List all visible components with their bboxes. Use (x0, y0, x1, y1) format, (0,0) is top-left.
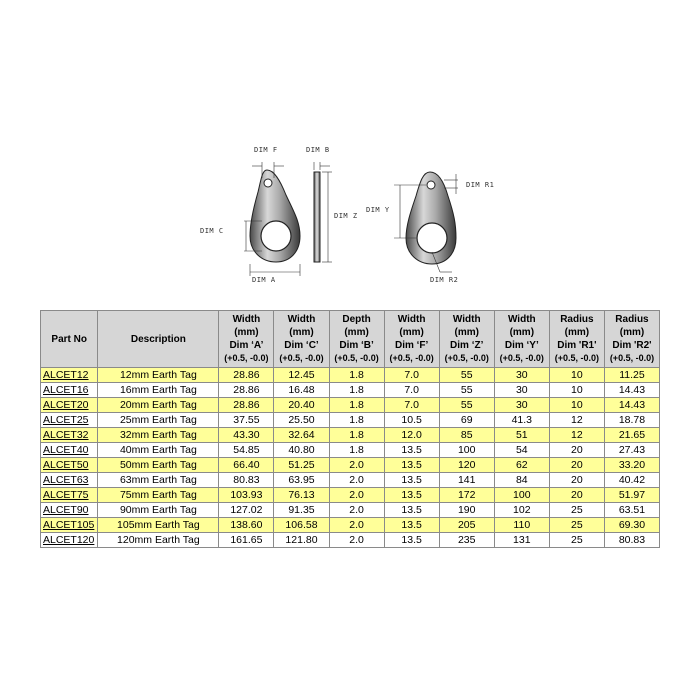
dim-r2-label: DIM R2 (430, 276, 459, 284)
description-cell: 90mm Earth Tag (98, 503, 219, 518)
dim-a-cell: 28.86 (219, 368, 274, 383)
header-dim-r2 (604, 311, 659, 368)
dim-r2-cell: 21.65 (604, 428, 659, 443)
header-line: Width (452, 314, 481, 325)
header-line: Dim ‘F’ (394, 340, 429, 351)
dim-z-cell: 141 (439, 473, 494, 488)
dim-a-cell: 54.85 (219, 443, 274, 458)
dim-f-cell: 13.5 (384, 458, 439, 473)
dim-a-cell: 161.65 (219, 533, 274, 548)
dim-a-label: DIM A (252, 276, 276, 284)
dim-y-cell: 131 (494, 533, 549, 548)
header-dim-f (384, 311, 439, 368)
dim-z-cell: 100 (439, 443, 494, 458)
header-line: Dim 'R2' (612, 340, 652, 351)
dim-z-cell: 190 (439, 503, 494, 518)
header-dim-c (274, 311, 329, 368)
part-number-link[interactable]: ALCET50 (41, 458, 98, 473)
dim-y-cell: 54 (494, 443, 549, 458)
header-line: Dim ‘Z’ (450, 340, 484, 351)
dim-b-cell: 2.0 (329, 473, 384, 488)
dim-z-cell: 235 (439, 533, 494, 548)
dim-y-cell: 30 (494, 398, 549, 413)
header-tolerance: (+0.5, -0.0) (389, 353, 434, 363)
dim-z-label: DIM Z (334, 212, 358, 220)
tag-side-view (306, 146, 358, 262)
dim-a-cell: 80.83 (219, 473, 274, 488)
dim-b-label: DIM B (306, 146, 330, 154)
part-number-link[interactable]: ALCET75 (41, 488, 98, 503)
header-line: Radius (560, 314, 594, 325)
dim-b-cell: 1.8 (329, 368, 384, 383)
dim-r1-cell: 25 (549, 533, 604, 548)
header-line: Dim ‘B’ (339, 340, 374, 351)
dim-a-cell: 28.86 (219, 383, 274, 398)
dim-a-cell: 138.60 (219, 518, 274, 533)
dim-r1-annotation (444, 174, 494, 194)
dim-r2-cell: 18.78 (604, 413, 659, 428)
header-line: Width (507, 314, 536, 325)
dim-y-cell: 110 (494, 518, 549, 533)
part-number-link[interactable]: ALCET25 (41, 413, 98, 428)
table-row (41, 458, 660, 473)
dim-y-label: DIM Y (366, 206, 390, 214)
description-cell: 32mm Earth Tag (98, 428, 219, 443)
dim-a-cell: 66.40 (219, 458, 274, 473)
dim-f-label: DIM F (254, 146, 278, 154)
header-line: (mm) (234, 327, 259, 338)
part-number-link[interactable]: ALCET120 (41, 533, 98, 548)
dim-c-cell: 32.64 (274, 428, 329, 443)
dim-b-cell: 2.0 (329, 458, 384, 473)
dim-f-cell: 10.5 (384, 413, 439, 428)
table-row (41, 503, 660, 518)
dim-b-cell: 2.0 (329, 518, 384, 533)
dim-r1-cell: 20 (549, 443, 604, 458)
description-cell: 20mm Earth Tag (98, 398, 219, 413)
dim-y-cell: 51 (494, 428, 549, 443)
header-line: Width (287, 314, 316, 325)
description-cell: 120mm Earth Tag (98, 533, 219, 548)
dim-z-cell: 55 (439, 383, 494, 398)
dim-r1-cell: 12 (549, 413, 604, 428)
table-row (41, 383, 660, 398)
dim-r2-cell: 11.25 (604, 368, 659, 383)
dim-z-cell: 55 (439, 398, 494, 413)
dim-f-cell: 13.5 (384, 533, 439, 548)
dim-b-cell: 2.0 (329, 488, 384, 503)
dim-c-cell: 51.25 (274, 458, 329, 473)
header-line: Width (397, 314, 426, 325)
header-tolerance: (+0.5, -0.0) (279, 353, 324, 363)
dim-c-cell: 12.45 (274, 368, 329, 383)
dim-b-cell: 2.0 (329, 503, 384, 518)
header-line: (mm) (399, 327, 424, 338)
table-row (41, 473, 660, 488)
dim-r2-cell: 14.43 (604, 383, 659, 398)
dim-y-cell: 41.3 (494, 413, 549, 428)
dim-b-cell: 1.8 (329, 398, 384, 413)
dim-b-cell: 2.0 (329, 533, 384, 548)
header-line: (mm) (344, 327, 369, 338)
table-row (41, 443, 660, 458)
header-line: (mm) (454, 327, 479, 338)
part-number-link[interactable]: ALCET40 (41, 443, 98, 458)
part-number-link[interactable]: ALCET16 (41, 383, 98, 398)
dim-r2-cell: 14.43 (604, 398, 659, 413)
header-line: (mm) (564, 327, 590, 338)
header-line: Radius (615, 314, 649, 325)
header-line: Width (232, 314, 261, 325)
dim-c-cell: 121.80 (274, 533, 329, 548)
table-row (41, 368, 660, 383)
dim-r1-cell: 25 (549, 518, 604, 533)
dim-f-cell: 7.0 (384, 383, 439, 398)
dim-r1-cell: 20 (549, 458, 604, 473)
part-number-link[interactable]: ALCET32 (41, 428, 98, 443)
dim-c-cell: 63.95 (274, 473, 329, 488)
description-cell: 105mm Earth Tag (98, 518, 219, 533)
header-line: Dim 'R1' (557, 340, 597, 351)
dim-b-cell: 1.8 (329, 428, 384, 443)
table-row (41, 518, 660, 533)
dim-c-cell: 25.50 (274, 413, 329, 428)
dim-r1-cell: 25 (549, 503, 604, 518)
dim-c-cell: 40.80 (274, 443, 329, 458)
dim-r2-cell: 27.43 (604, 443, 659, 458)
header-dim-z (439, 311, 494, 368)
dim-a-cell: 37.55 (219, 413, 274, 428)
dim-b-cell: 1.8 (329, 413, 384, 428)
part-number-link[interactable]: ALCET90 (41, 503, 98, 518)
table-row (41, 413, 660, 428)
dim-a-cell: 43.30 (219, 428, 274, 443)
dim-z-cell: 205 (439, 518, 494, 533)
dim-f-cell: 13.5 (384, 503, 439, 518)
table-header-row (41, 311, 660, 368)
dim-r2-cell: 40.42 (604, 473, 659, 488)
dim-b-cell: 1.8 (329, 443, 384, 458)
header-line: Dim ‘A’ (229, 340, 264, 351)
description-cell: 40mm Earth Tag (98, 443, 219, 458)
earth-tag-spec-table (40, 310, 660, 548)
dim-z-cell: 55 (439, 368, 494, 383)
tag-right-view (406, 172, 456, 264)
dim-f-cell: 12.0 (384, 428, 439, 443)
dim-a-cell: 103.93 (219, 488, 274, 503)
header-dim-b (329, 311, 384, 368)
dim-a-annotation (250, 264, 300, 284)
dim-c-cell: 16.48 (274, 383, 329, 398)
header-line: (mm) (509, 327, 535, 338)
header-dim-r1 (549, 311, 604, 368)
dim-r1-cell: 10 (549, 383, 604, 398)
dim-r1-label: DIM R1 (466, 181, 495, 189)
header-line: (mm) (289, 327, 314, 338)
header-line: Depth (342, 314, 371, 325)
description-cell: 50mm Earth Tag (98, 458, 219, 473)
dim-y-cell: 62 (494, 458, 549, 473)
dim-f-cell: 7.0 (384, 368, 439, 383)
description-cell: 25mm Earth Tag (98, 413, 219, 428)
dim-r2-cell: 69.30 (604, 518, 659, 533)
header-dim-a (219, 311, 274, 368)
header-description: Description (98, 311, 219, 368)
dim-y-cell: 100 (494, 488, 549, 503)
part-number-link[interactable]: ALCET12 (41, 368, 98, 383)
dim-a-cell: 28.86 (219, 398, 274, 413)
dim-b-cell: 1.8 (329, 383, 384, 398)
earth-tag-diagram (190, 140, 520, 290)
header-tolerance: (+0.5, -0.0) (499, 353, 544, 363)
part-number-link[interactable]: ALCET20 (41, 398, 98, 413)
description-cell: 63mm Earth Tag (98, 473, 219, 488)
dim-r1-cell: 20 (549, 488, 604, 503)
dim-c-cell: 76.13 (274, 488, 329, 503)
header-tolerance: (+0.5, -0.0) (334, 353, 379, 363)
dim-r1-cell: 12 (549, 428, 604, 443)
description-cell: 12mm Earth Tag (98, 368, 219, 383)
dim-y-cell: 102 (494, 503, 549, 518)
header-dim-y (494, 311, 549, 368)
dim-a-cell: 127.02 (219, 503, 274, 518)
dim-f-cell: 13.5 (384, 488, 439, 503)
dim-r2-cell: 33.20 (604, 458, 659, 473)
dim-f-cell: 7.0 (384, 398, 439, 413)
dim-r2-cell: 80.83 (604, 533, 659, 548)
header-part-no: Part No (41, 311, 98, 368)
dim-z-cell: 69 (439, 413, 494, 428)
table-row (41, 428, 660, 443)
dim-z-cell: 172 (439, 488, 494, 503)
dim-c-cell: 20.40 (274, 398, 329, 413)
header-line: (mm) (619, 327, 645, 338)
part-number-link[interactable]: ALCET63 (41, 473, 98, 488)
dim-r2-cell: 51.97 (604, 488, 659, 503)
dim-c-cell: 91.35 (274, 503, 329, 518)
header-tolerance: (+0.5, -0.0) (554, 353, 600, 363)
dim-y-cell: 30 (494, 383, 549, 398)
dim-c-cell: 106.58 (274, 518, 329, 533)
dim-z-cell: 120 (439, 458, 494, 473)
dim-y-cell: 84 (494, 473, 549, 488)
table-row (41, 488, 660, 503)
dim-f-cell: 13.5 (384, 518, 439, 533)
header-line: Dim ‘Y’ (504, 340, 539, 351)
part-number-link[interactable]: ALCET105 (41, 518, 98, 533)
dim-c-label: DIM C (200, 227, 224, 235)
header-line: Dim ‘C’ (284, 340, 319, 351)
tag-front-view (250, 170, 300, 262)
table-row (41, 398, 660, 413)
dim-y-cell: 30 (494, 368, 549, 383)
description-cell: 16mm Earth Tag (98, 383, 219, 398)
dim-r1-cell: 10 (549, 398, 604, 413)
dim-z-cell: 85 (439, 428, 494, 443)
table-row (41, 533, 660, 548)
dim-r1-cell: 20 (549, 473, 604, 488)
description-cell: 75mm Earth Tag (98, 488, 219, 503)
header-tolerance: (+0.5, -0.0) (444, 353, 489, 363)
dim-r1-cell: 10 (549, 368, 604, 383)
dim-f-cell: 13.5 (384, 473, 439, 488)
header-tolerance: (+0.5, -0.0) (224, 353, 269, 363)
dim-r2-cell: 63.51 (604, 503, 659, 518)
dim-f-cell: 13.5 (384, 443, 439, 458)
header-tolerance: (+0.5, -0.0) (609, 353, 655, 363)
